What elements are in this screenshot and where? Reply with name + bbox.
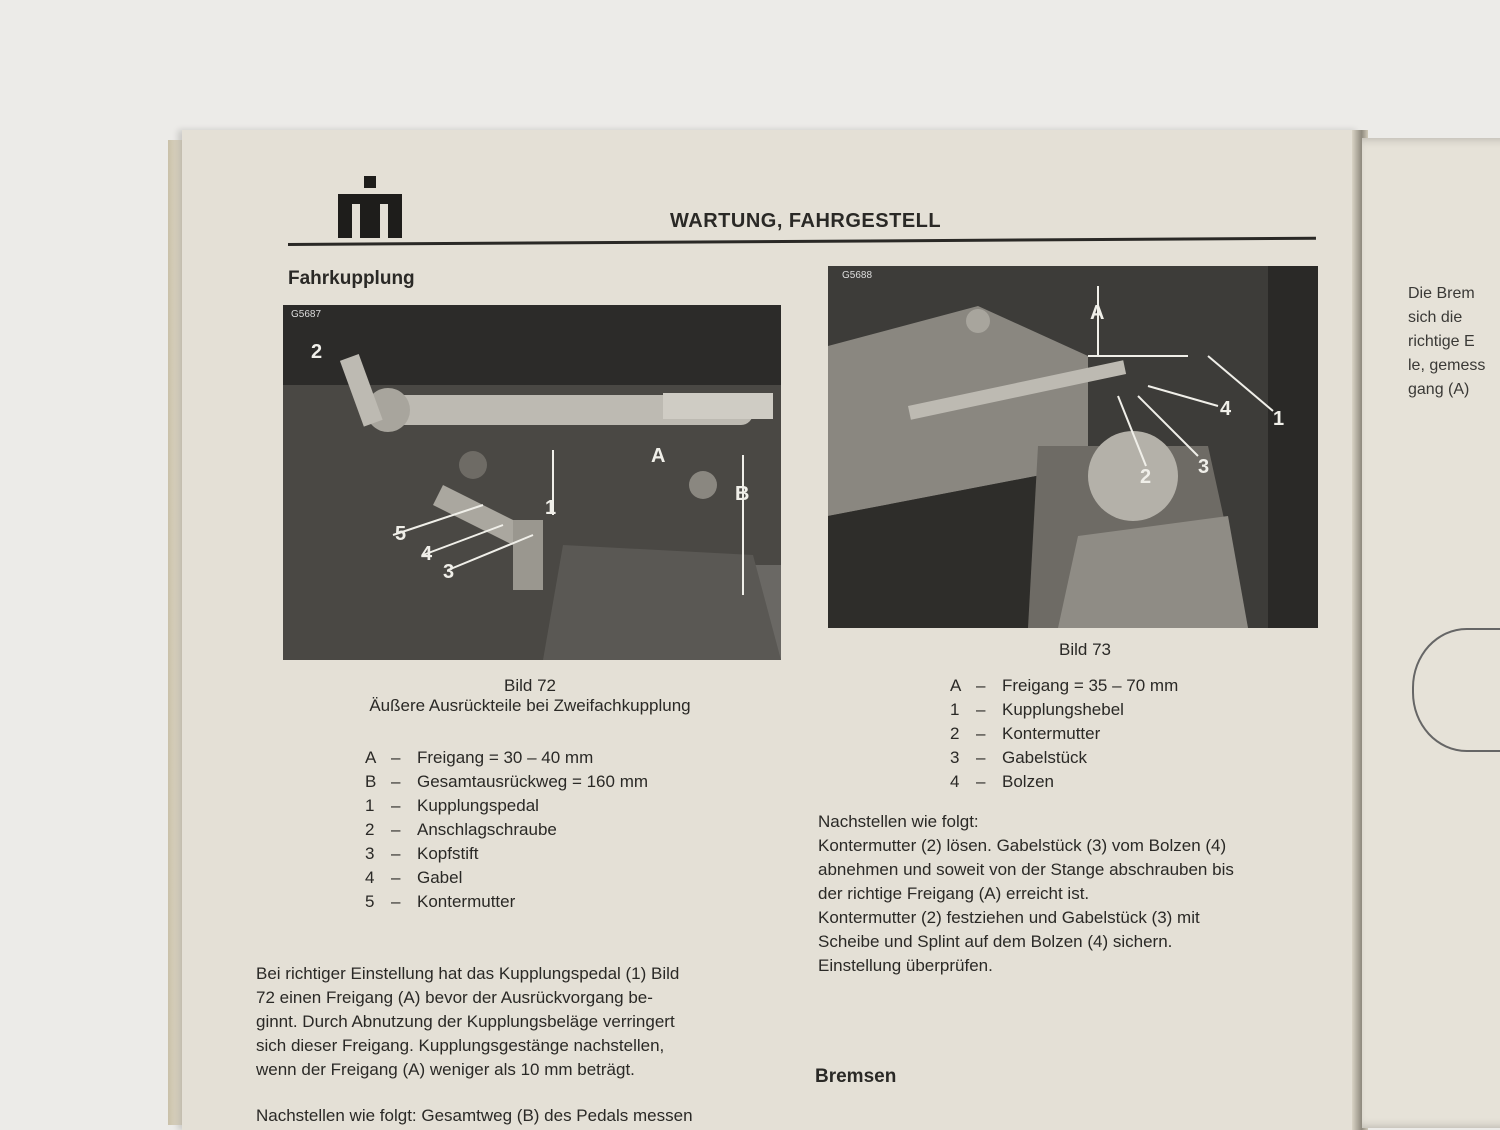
- section-title-bremsen: Bremsen: [815, 1066, 897, 1087]
- legend-text: Kopfstift: [417, 844, 479, 863]
- figure-72-legend: [365, 746, 648, 914]
- legend-text: Kontermutter: [417, 892, 516, 911]
- legend-dash: –: [976, 700, 986, 719]
- clutch-lever-illustration: [828, 266, 1318, 628]
- paragraph-line: der richtige Freigang (A) erreicht ist.: [818, 884, 1090, 903]
- legend-row: [950, 698, 1178, 722]
- clutch-adjustment-paragraph-2: Nachstellen wie folgt: Gesamtweg (B) des Pedals messen: [256, 1106, 693, 1125]
- legend-dash: –: [976, 772, 986, 791]
- legend-key: 2: [365, 820, 375, 839]
- callout-2: 2: [1140, 466, 1152, 488]
- legend-key: B: [365, 772, 377, 791]
- paragraph-line: sich dieser Freigang. Kupplungsgestänge nachstellen,: [256, 1036, 665, 1055]
- legend-dash: –: [391, 796, 401, 815]
- legend-text: Freigang = 30 – 40 mm: [417, 748, 594, 767]
- next-page-text: [1408, 282, 1485, 402]
- callout-4: 4: [421, 543, 433, 565]
- legend-row: [365, 818, 648, 842]
- paragraph-line: Nachstellen wie folgt:: [818, 812, 979, 831]
- figure-73-photo: [828, 266, 1318, 628]
- figure-72-photo: [283, 305, 781, 660]
- figure-code: G5688: [842, 270, 873, 281]
- callout-4: 4: [1220, 398, 1232, 420]
- legend-text: Gabel: [417, 868, 463, 887]
- clutch-adjustment-paragraph: [256, 962, 766, 1082]
- next-page-line: gang (A): [1408, 381, 1470, 398]
- figure-72-title: Äußere Ausrückteile bei Zweifachkupplung: [369, 696, 691, 715]
- legend-row: [365, 866, 648, 890]
- legend-dash: –: [391, 748, 401, 767]
- legend-row: [950, 674, 1178, 698]
- ih-logo: [338, 176, 402, 238]
- figure-72-number: Bild 72: [504, 676, 556, 695]
- legend-dash: –: [391, 868, 401, 887]
- figure-72-caption: [300, 676, 760, 716]
- legend-key: 3: [365, 844, 375, 863]
- callout-3: 3: [443, 561, 455, 583]
- legend-text: Gesamtausrückweg = 160 mm: [417, 772, 649, 791]
- legend-dash: –: [391, 772, 401, 791]
- callout-3: 3: [1198, 456, 1210, 478]
- legend-dash: –: [976, 724, 986, 743]
- callout-2: 2: [311, 341, 323, 363]
- legend-key: 5: [365, 892, 375, 911]
- callout-a: A: [651, 445, 666, 467]
- legend-key: 4: [950, 772, 960, 791]
- legend-key: 1: [950, 700, 960, 719]
- callout-1: 1: [1273, 408, 1285, 430]
- legend-dash: –: [391, 844, 401, 863]
- figure-code: G5687: [291, 309, 322, 320]
- legend-text: Kupplungshebel: [1002, 700, 1124, 719]
- legend-row: [950, 746, 1178, 770]
- page-header-title: WARTUNG, FAHRGESTELL: [670, 210, 942, 232]
- adjustment-instructions: [818, 810, 1328, 978]
- legend-key: 4: [365, 868, 375, 887]
- paragraph-line: Scheibe und Splint auf dem Bolzen (4) sichern.: [818, 932, 1173, 951]
- callout-b: B: [735, 483, 750, 505]
- legend-text: Freigang = 35 – 70 mm: [1002, 676, 1179, 695]
- clutch-linkage-illustration: [283, 305, 781, 660]
- legend-text: Gabelstück: [1002, 748, 1088, 767]
- legend-key: 1: [365, 796, 375, 815]
- paragraph-line: Kontermutter (2) festziehen und Gabelstück (3) mit: [818, 908, 1200, 927]
- legend-text: Kupplungspedal: [417, 796, 539, 815]
- legend-text: Anschlagschraube: [417, 820, 557, 839]
- callout-1: 1: [545, 497, 557, 519]
- legend-key: 3: [950, 748, 960, 767]
- next-page-line: Die Brem: [1408, 285, 1475, 302]
- next-page-line: le, gemess: [1408, 357, 1486, 374]
- legend-text: Kontermutter: [1002, 724, 1101, 743]
- callout-5: 5: [395, 523, 407, 545]
- legend-row: [365, 794, 648, 818]
- legend-row: [365, 746, 648, 770]
- legend-dash: –: [976, 748, 986, 767]
- legend-key: A: [950, 676, 962, 695]
- paragraph-line: Einstellung überprüfen.: [818, 956, 993, 975]
- legend-key: 2: [950, 724, 960, 743]
- legend-row: [950, 722, 1178, 746]
- legend-text: Bolzen: [1002, 772, 1054, 791]
- next-page-line: sich die: [1408, 309, 1463, 326]
- paragraph-line: Bei richtiger Einstellung hat das Kupplungspedal (1) Bild: [256, 964, 680, 983]
- section-title-fahrkupplung: Fahrkupplung: [288, 268, 415, 289]
- paragraph-line: ginnt. Durch Abnutzung der Kupplungsbeläge verringert: [256, 1012, 675, 1031]
- paragraph-line: wenn der Freigang (A) weniger als 10 mm beträgt.: [256, 1060, 635, 1079]
- legend-row: [365, 842, 648, 866]
- legend-dash: –: [391, 820, 401, 839]
- paragraph-line: Kontermutter (2) lösen. Gabelstück (3) vom Bolzen (4): [818, 836, 1227, 855]
- next-page-line: richtige E: [1408, 333, 1475, 350]
- legend-key: A: [365, 748, 377, 767]
- figure-73-legend: [950, 674, 1178, 794]
- paragraph-line: abnehmen und soweit von der Stange abschrauben bis: [818, 860, 1234, 879]
- legend-row: [365, 770, 648, 794]
- legend-dash: –: [976, 676, 986, 695]
- callout-a: A: [1090, 302, 1105, 324]
- figure-73-number: Bild 73: [1059, 640, 1111, 659]
- legend-row: [365, 890, 648, 914]
- paragraph-line: 72 einen Freigang (A) bevor der Ausrückvorgang be-: [256, 988, 653, 1007]
- legend-dash: –: [391, 892, 401, 911]
- legend-row: [950, 770, 1178, 794]
